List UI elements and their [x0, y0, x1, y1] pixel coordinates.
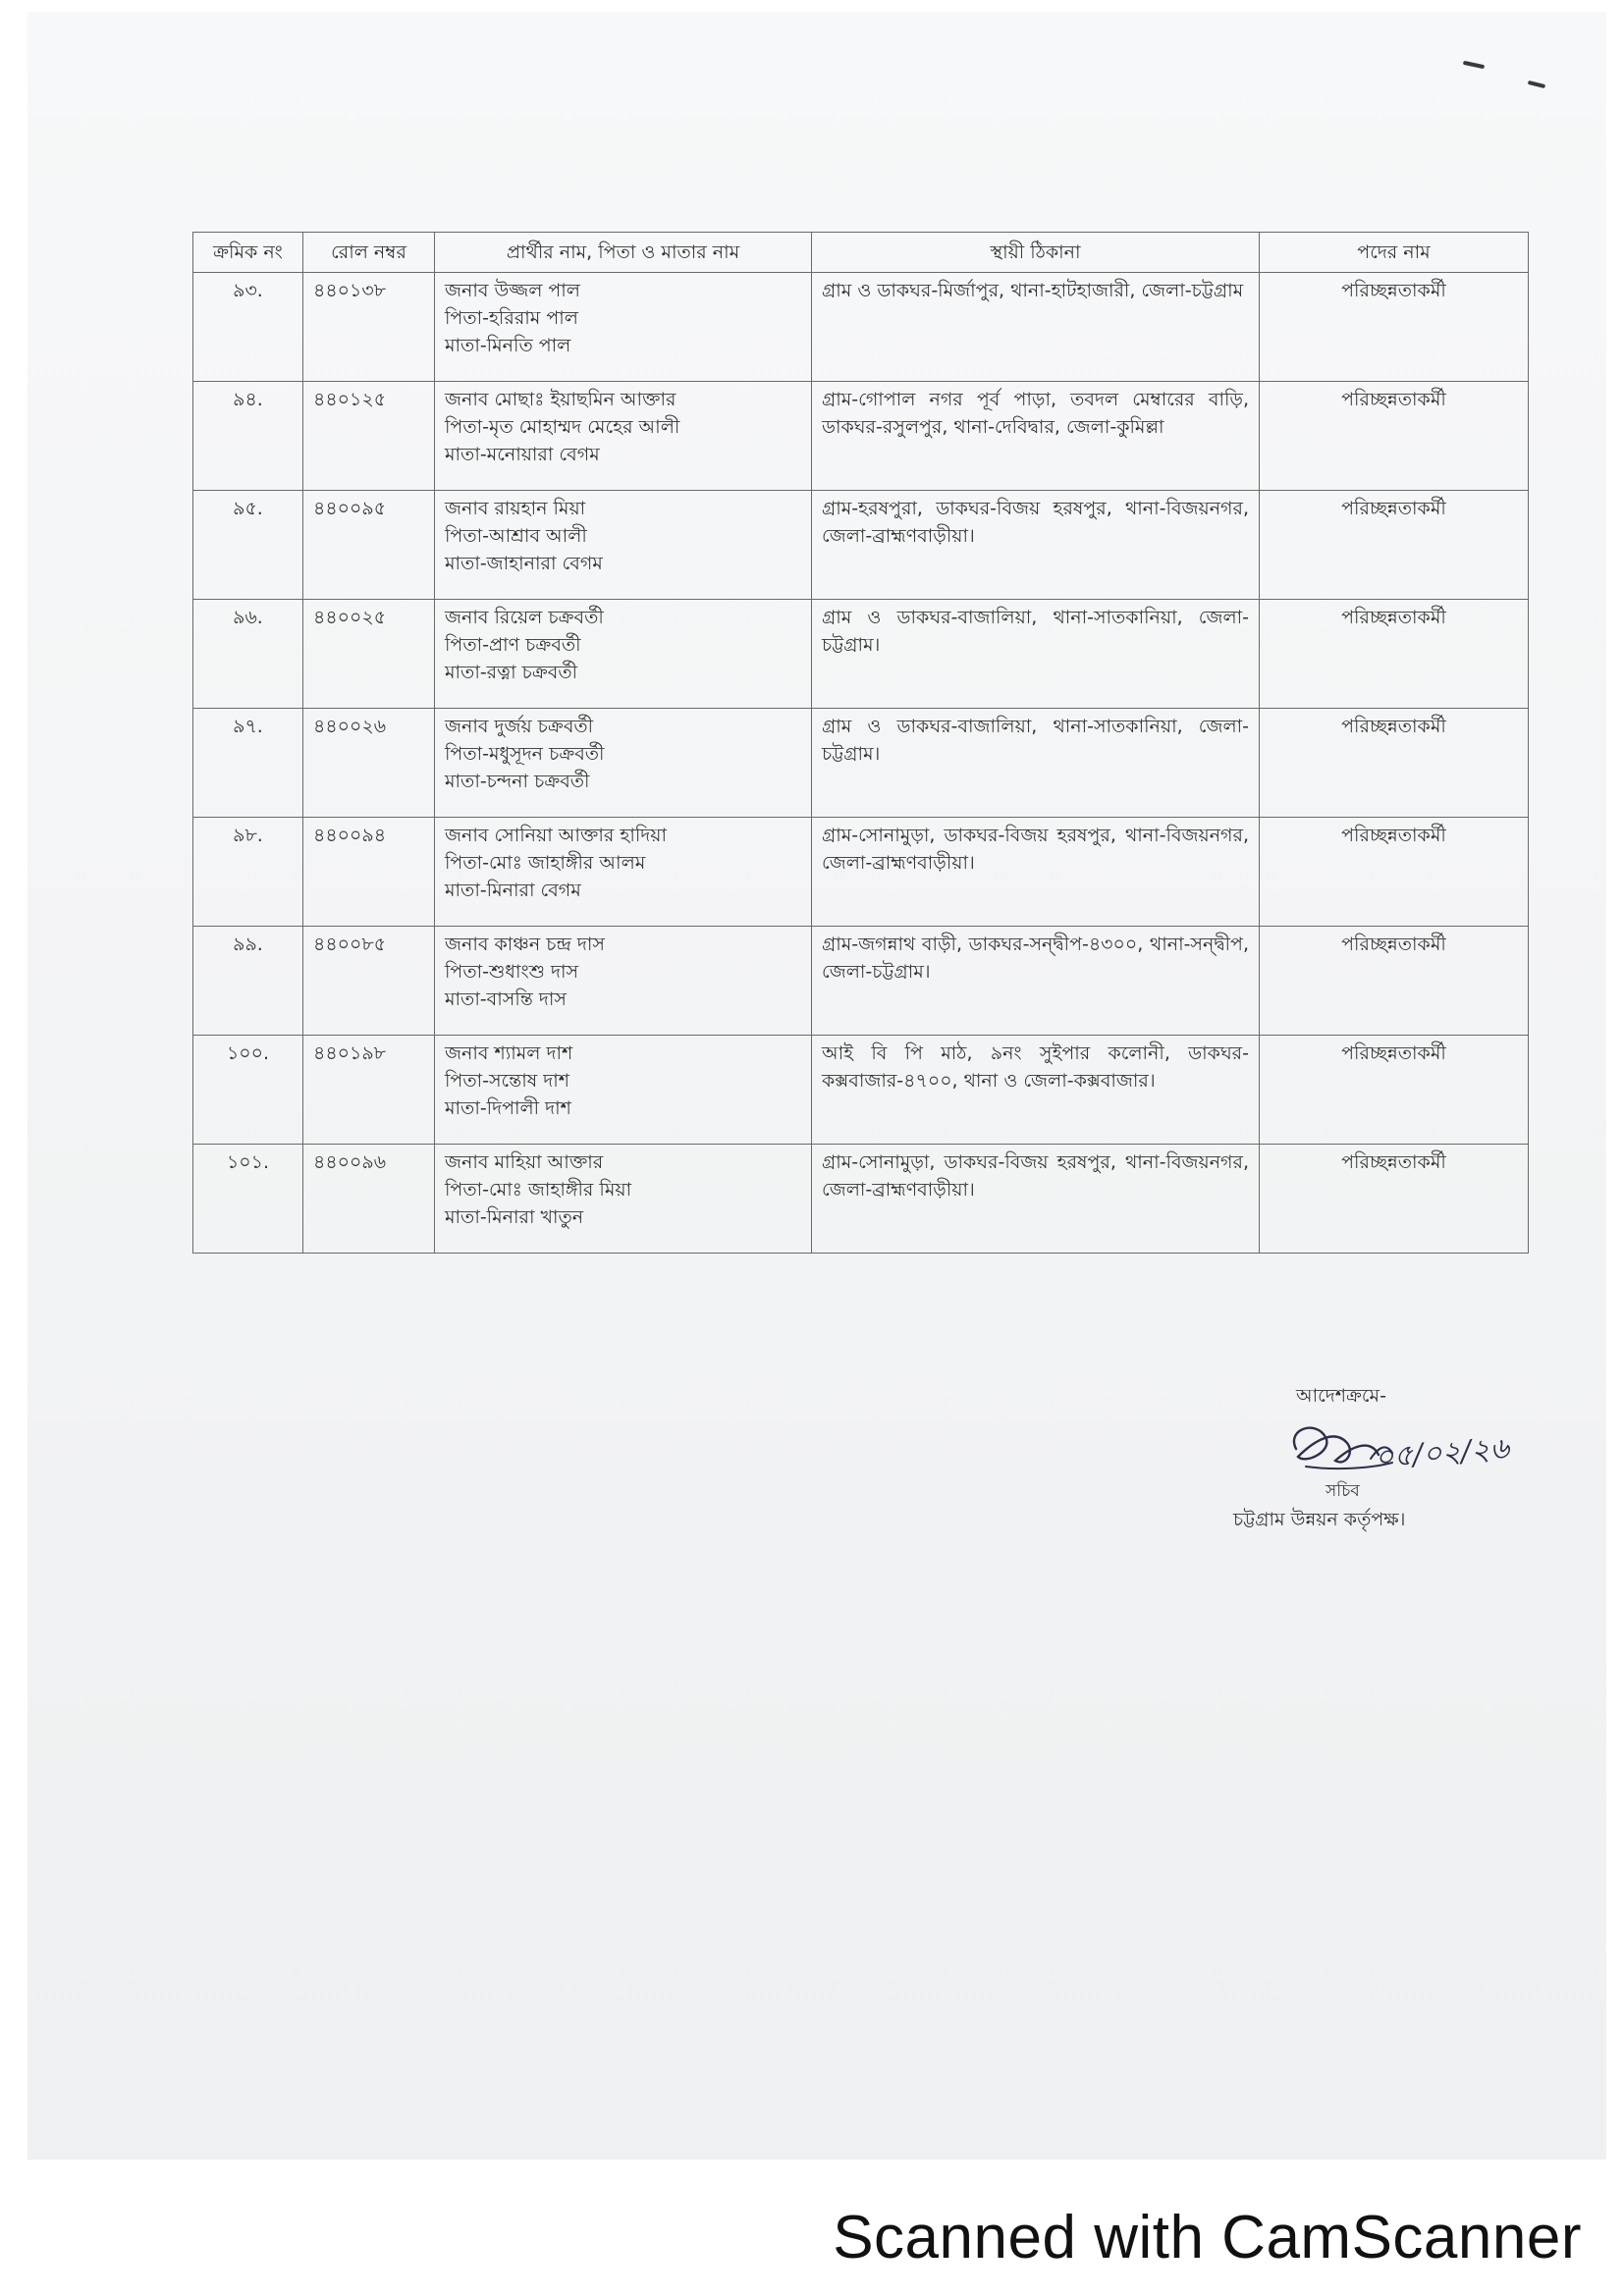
- mother-name: মাতা-মিনতি পাল: [445, 335, 571, 356]
- serial-number: ৯৩.: [233, 280, 263, 301]
- name-cell: [435, 600, 812, 709]
- candidate-name: জনাব রায়হান মিয়া: [445, 498, 586, 519]
- name-cell: [435, 709, 812, 818]
- serial-cell: [193, 600, 303, 709]
- mother-name: মাতা-রত্না চক্রবর্তী: [445, 662, 578, 683]
- candidate-name: জনাব কাঞ্চন চন্দ্র দাস: [445, 934, 605, 955]
- roll-cell: [303, 600, 435, 709]
- permanent-address: গ্রাম-জগন্নাথ বাড়ী, ডাকঘর-সন্দ্বীপ-৪৩০০, থানা-সন্দ্বীপ, জেলা-চট্টগ্রাম।: [822, 934, 1249, 983]
- address-cell: [812, 382, 1260, 491]
- address-cell: [812, 600, 1260, 709]
- post-name: পরিচ্ছন্নতাকর্মী: [1341, 389, 1446, 410]
- serial-number: ৯৯.: [233, 934, 263, 955]
- permanent-address: গ্রাম-সোনামুড়া, ডাকঘর-বিজয় হরষপুর, থানা-বিজয়নগর, জেলা-ব্রাহ্মণবাড়ীয়া।: [822, 825, 1249, 874]
- father-name: পিতা-শুধাংশু দাস: [445, 961, 579, 983]
- serial-cell: [193, 818, 303, 927]
- permanent-address: গ্রাম ও ডাকঘর-বাজালিয়া, থানা-সাতকানিয়া, জেলা-চট্টগ্রাম।: [822, 716, 1249, 765]
- name-cell: [435, 273, 812, 382]
- serial-cell: [193, 491, 303, 600]
- permanent-address: গ্রাম ও ডাকঘর-মির্জাপুর, থানা-হাটহাজারী, জেলা-চট্টগ্রাম: [822, 280, 1244, 301]
- father-name: পিতা-আশ্রাব আলী: [445, 525, 587, 547]
- post-name: পরিচ্ছন্নতাকর্মী: [1341, 607, 1446, 628]
- mother-name: মাতা-মনোয়ারা বেগম: [445, 444, 600, 465]
- post-cell: [1260, 491, 1529, 600]
- candidate-name: জনাব শ্যামল দাশ: [445, 1042, 573, 1064]
- table-row: [193, 491, 1529, 600]
- post-name: পরিচ্ছন্নতাকর্মী: [1341, 498, 1446, 519]
- scanner-footer: [0, 2160, 1623, 2296]
- roll-cell: [303, 1145, 435, 1254]
- handwritten-date: ০৫/০২/২৬: [1373, 1431, 1511, 1475]
- permanent-address: গ্রাম-হরষপুরা, ডাকঘর-বিজয় হরষপুর, থানা-বিজয়নগর, জেলা-ব্রাহ্মণবাড়ীয়া।: [822, 498, 1249, 547]
- serial-number: ৯৬.: [233, 607, 263, 628]
- table-row: [193, 600, 1529, 709]
- father-name: পিতা-সন্তোষ দাশ: [445, 1070, 569, 1092]
- header-name: প্রার্থীর নাম, পিতা ও মাতার নাম: [435, 233, 812, 273]
- post-cell: [1260, 927, 1529, 1036]
- table-row: [193, 709, 1529, 818]
- post-name: পরিচ্ছন্নতাকর্মী: [1341, 1042, 1446, 1064]
- roll-number: ৪৪০০৮৫: [313, 934, 387, 955]
- roll-number: ৪৪০১২৫: [313, 389, 387, 410]
- address-cell: [812, 1036, 1260, 1145]
- name-cell: [435, 1036, 812, 1145]
- serial-number: ৯৭.: [233, 716, 263, 737]
- candidate-name: জনাব রিয়েল চক্রবর্তী: [445, 607, 604, 628]
- serial-number: ৯৪.: [233, 389, 263, 410]
- serial-cell: [193, 382, 303, 491]
- header-serial: ক্রমিক নং: [193, 233, 303, 273]
- post-cell: [1260, 818, 1529, 927]
- address-cell: [812, 818, 1260, 927]
- table-row: [193, 1145, 1529, 1254]
- table-row: [193, 382, 1529, 491]
- father-name: পিতা-মধুসূদন চক্রবর্তী: [445, 743, 605, 765]
- table-body: [193, 273, 1529, 1254]
- permanent-address: গ্রাম ও ডাকঘর-বাজালিয়া, থানা-সাতকানিয়া, জেলা-চট্টগ্রাম।: [822, 607, 1249, 656]
- serial-cell: [193, 709, 303, 818]
- address-cell: [812, 927, 1260, 1036]
- roll-number: ৪৪০১৩৮: [313, 280, 387, 301]
- name-cell: [435, 382, 812, 491]
- post-cell: [1260, 273, 1529, 382]
- roll-number: ৪৪০০৯৬: [313, 1151, 387, 1173]
- serial-cell: [193, 1036, 303, 1145]
- post-cell: [1260, 382, 1529, 491]
- roll-cell: [303, 382, 435, 491]
- table-row: [193, 818, 1529, 927]
- serial-cell: [193, 273, 303, 382]
- serial-cell: [193, 927, 303, 1036]
- roll-cell: [303, 818, 435, 927]
- candidate-name: জনাব দুর্জয় চক্রবর্তী: [445, 716, 594, 737]
- father-name: পিতা-হরিরাম পাল: [445, 307, 578, 329]
- roll-number: ৪৪০০২৬: [313, 716, 387, 737]
- header-roll: রোল নম্বর: [303, 233, 435, 273]
- candidate-name: জনাব মাহিয়া আক্তার: [445, 1151, 604, 1173]
- name-cell: [435, 1145, 812, 1254]
- mother-name: মাতা-দিপালী দাশ: [445, 1097, 571, 1119]
- roll-number: ৪৪০০৯৪: [313, 825, 387, 846]
- post-name: পরিচ্ছন্নতাকর্মী: [1341, 934, 1446, 955]
- post-name: পরিচ্ছন্নতাকর্মী: [1341, 1151, 1446, 1173]
- address-cell: [812, 709, 1260, 818]
- father-name: পিতা-প্রাণ চক্রবর্তী: [445, 634, 581, 656]
- serial-cell: [193, 1145, 303, 1254]
- permanent-address: গ্রাম-সোনামুড়া, ডাকঘর-বিজয় হরষপুর, থানা-বিজয়নগর, জেলা-ব্রাহ্মণবাড়ীয়া।: [822, 1151, 1249, 1201]
- roll-number: ৪৪০০৯৫: [313, 498, 387, 519]
- address-cell: [812, 273, 1260, 382]
- candidate-table: [192, 232, 1529, 1254]
- post-name: পরিচ্ছন্নতাকর্মী: [1341, 716, 1446, 737]
- candidate-name: জনাব মোছাঃ ইয়াছমিন আক্তার: [445, 389, 676, 410]
- father-name: পিতা-মোঃ জাহাঙ্গীর আলম: [445, 852, 646, 874]
- signatory-title: সচিব: [1325, 1481, 1360, 1501]
- table-row: [193, 1036, 1529, 1145]
- organization-name: চট্টগ্রাম উন্নয়ন কর্তৃপক্ষ।: [1233, 1509, 1406, 1530]
- table-row: [193, 273, 1529, 382]
- mother-name: মাতা-জাহানারা বেগম: [445, 553, 603, 574]
- roll-number: ৪৪০০২৫: [313, 607, 387, 628]
- roll-cell: [303, 927, 435, 1036]
- permanent-address: গ্রাম-গোপাল নগর পূর্ব পাড়া, তবদল মেম্বারের বাড়ি, ডাকঘর-রসুলপুর, থানা-দেবিদ্বার, জেলা-কুমিল্লা: [822, 389, 1249, 438]
- roll-cell: [303, 273, 435, 382]
- serial-number: ১০১.: [226, 1151, 270, 1173]
- table-row: [193, 927, 1529, 1036]
- father-name: পিতা-মোঃ জাহাঙ্গীর মিয়া: [445, 1179, 632, 1201]
- name-cell: [435, 491, 812, 600]
- roll-cell: [303, 709, 435, 818]
- roll-cell: [303, 491, 435, 600]
- post-cell: [1260, 600, 1529, 709]
- candidate-name: জনাব উজ্জল পাল: [445, 280, 580, 301]
- post-cell: [1260, 709, 1529, 818]
- scanner-watermark: Scanned with CamScanner: [833, 2204, 1582, 2271]
- mother-name: মাতা-বাসন্তি দাস: [445, 988, 567, 1010]
- mother-name: মাতা-মিনারা খাতুন: [445, 1206, 584, 1228]
- serial-number: ১০০.: [226, 1042, 270, 1064]
- roll-number: ৪৪০১৯৮: [313, 1042, 386, 1064]
- serial-number: ৯৫.: [233, 498, 263, 519]
- post-name: পরিচ্ছন্নতাকর্মী: [1341, 280, 1446, 301]
- post-name: পরিচ্ছন্নতাকর্মী: [1341, 825, 1446, 846]
- father-name: পিতা-মৃত মোহাম্মদ মেহের আলী: [445, 416, 680, 438]
- mother-name: মাতা-চন্দনা চক্রবর্তী: [445, 771, 590, 792]
- header-address: স্থায়ী ঠিকানা: [812, 233, 1260, 273]
- post-cell: [1260, 1036, 1529, 1145]
- address-cell: [812, 1145, 1260, 1254]
- address-cell: [812, 491, 1260, 600]
- post-cell: [1260, 1145, 1529, 1254]
- name-cell: [435, 927, 812, 1036]
- roll-cell: [303, 1036, 435, 1145]
- serial-number: ৯৮.: [233, 825, 263, 846]
- permanent-address: আই বি পি মাঠ, ৯নং সুইপার কলোনী, ডাকঘর-কক্সবাজার-৪৭০০, থানা ও জেলা-কক্সবাজার।: [822, 1042, 1249, 1092]
- mother-name: মাতা-মিনারা বেগম: [445, 880, 581, 901]
- name-cell: [435, 818, 812, 927]
- header-post: পদের নাম: [1260, 233, 1529, 273]
- order-text: আদেশক্রমে-: [1296, 1385, 1386, 1407]
- candidate-name: জনাব সোনিয়া আক্তার হাদিয়া: [445, 825, 667, 846]
- table-header: [193, 233, 1529, 273]
